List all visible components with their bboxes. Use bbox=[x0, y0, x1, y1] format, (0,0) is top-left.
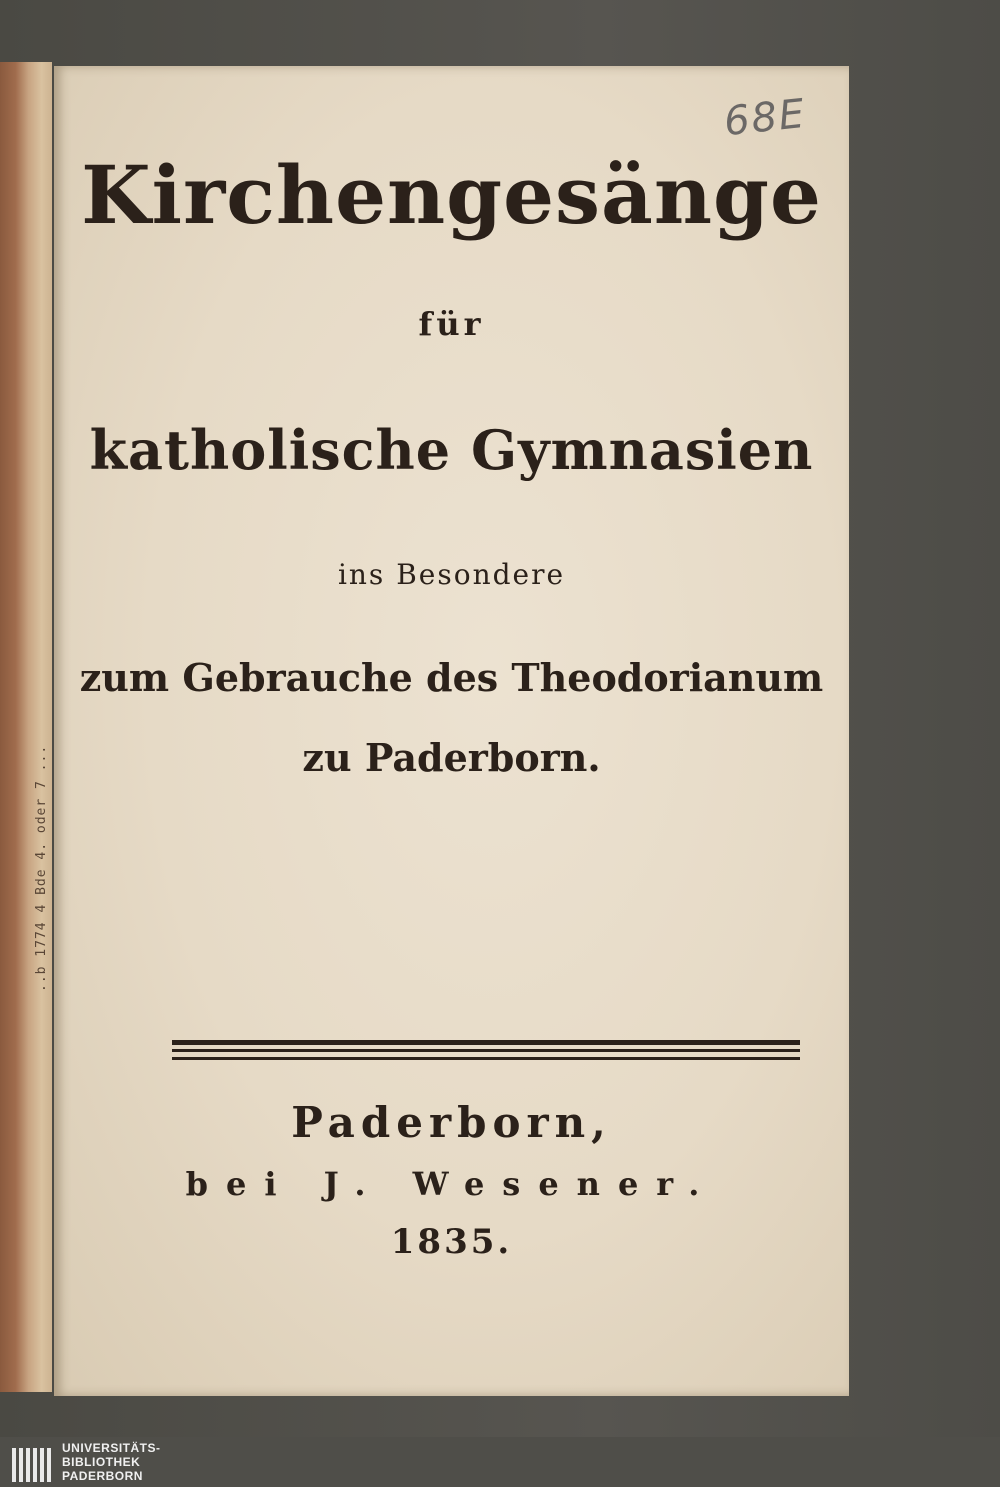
logo-line-3: PADERBORN bbox=[62, 1469, 143, 1483]
imprint-year: 1835. bbox=[390, 1222, 513, 1262]
thin-rule bbox=[172, 1057, 800, 1060]
spine-label: ..b 1774 4 Bde 4. oder 7 ... bbox=[34, 744, 49, 992]
book-cover-edge bbox=[0, 62, 52, 1392]
handwritten-shelfmark: 68E bbox=[721, 90, 809, 146]
logo-line-1: UNIVERSITÄTS- bbox=[62, 1441, 161, 1455]
footer-bar bbox=[0, 1437, 1000, 1487]
university-library-bars-icon bbox=[12, 1442, 52, 1482]
book-subtitle: katholische Gymnasien bbox=[89, 418, 814, 482]
title-connector: für bbox=[418, 305, 485, 343]
book-title: Kirchengesänge bbox=[81, 148, 822, 242]
imprint-publisher: bei J. Wesener. bbox=[185, 1165, 718, 1203]
place-line: zu Paderborn. bbox=[302, 735, 601, 780]
use-line: zum Gebrauche des Theodorianum bbox=[79, 655, 824, 700]
especially-line: ins Besondere bbox=[337, 558, 566, 591]
thin-rule bbox=[172, 1049, 800, 1052]
thick-rule bbox=[172, 1040, 800, 1045]
logo-line-2: BIBLIOTHEK bbox=[62, 1455, 141, 1469]
imprint-place: Paderborn, bbox=[291, 1098, 612, 1147]
library-logo-text bbox=[62, 1441, 161, 1483]
double-rule-divider bbox=[172, 1040, 800, 1065]
